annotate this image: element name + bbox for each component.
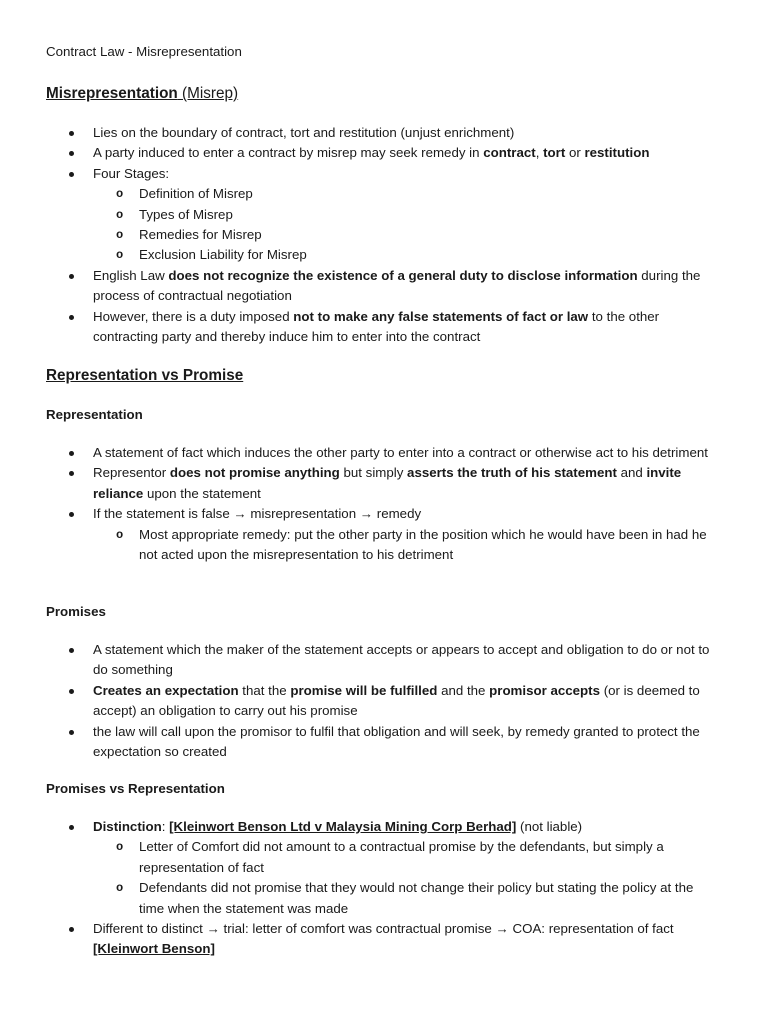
bullet-text: (not liable) (516, 819, 583, 834)
bold-term: not to make any false statements of fact or law (293, 308, 589, 324)
sublist-text: Types of Misrep (139, 206, 233, 222)
subheading-representation: Representation (46, 407, 143, 422)
bold-term: Distinction (93, 819, 162, 834)
bullet-text: A party induced to enter a contract by misrep may seek remedy in (93, 145, 484, 161)
sublist-text: Most appropriate remedy: put the other party in the position which he would have been in had he not acted upon the misrepresentation to his detriment (139, 526, 707, 563)
document-header: Contract Law - Misrepresentation (46, 44, 242, 59)
sublist-text: Defendants did not promise that they would not change their policy but stating the policy at the time when the statement was made (139, 880, 694, 916)
bullet-text: upon the statement (143, 485, 261, 501)
sublist-item (93, 837, 722, 878)
bold-term: Creates an expectation (93, 682, 239, 698)
list-item (46, 640, 722, 681)
bold-term: tort (543, 145, 566, 161)
misrep-bullet-list (46, 123, 722, 347)
list-item (46, 307, 722, 348)
section-title-suffix: (Misrep) (177, 85, 239, 102)
bullet-text: However, there is a duty imposed (93, 308, 294, 324)
bold-term: does not recognize the existence of a general duty to disclose information (168, 267, 638, 283)
bullet-text: : (161, 819, 170, 834)
bullet-text: Lies on the boundary of contract, tort and restitution (unjust enrichment) (93, 125, 515, 140)
bullet-text: but simply (339, 465, 408, 481)
bold-term: asserts the truth of his statement (407, 465, 617, 481)
sublist-item (93, 525, 722, 566)
sublist-text: Letter of Comfort did not amount to a contractual promise by the defendants, but simply a representation of fact (139, 839, 664, 875)
promises-bullet-list (46, 640, 722, 762)
sublist-item (93, 225, 722, 245)
bullet-text: If the statement is false → misrepresentation → remedy (93, 506, 422, 522)
bold-term: restitution (584, 145, 650, 161)
bullet-text: Four Stages: (93, 165, 170, 181)
bullet-text: A statement which the maker of the statement accepts or appears to accept and obligation to do or not to do something (93, 642, 710, 678)
representation-bullet-list (46, 443, 722, 565)
bold-term: promise will be fulfilled (290, 682, 438, 698)
list-item (46, 722, 722, 763)
list-item (46, 164, 722, 266)
distinction-sublist (93, 837, 722, 919)
bullet-text: and the (437, 682, 490, 698)
sublist-text: Remedies for Misrep (139, 227, 262, 243)
bullet-text: Representor (93, 465, 170, 481)
bullet-text: , (535, 145, 544, 161)
sublist-text: Definition of Misrep (139, 186, 253, 202)
sublist-item (93, 245, 722, 265)
case-citation: [Kleinwort Benson] (93, 941, 215, 957)
list-item (46, 919, 722, 960)
bullet-text: during the process of contractual negotiation (93, 267, 701, 304)
list-item (46, 463, 722, 504)
bold-term: contract (483, 145, 536, 161)
remedy-sublist (93, 525, 722, 566)
bullet-text: (or is deemed to accept) an obligation to carry out his promise (93, 682, 700, 719)
pvr-bullet-list (46, 817, 722, 960)
stages-sublist (93, 184, 722, 266)
section-title-misrepresentation (46, 85, 238, 103)
bullet-text: A statement of fact which induces the other party to enter into a contract or otherwise act to his detriment (93, 445, 708, 460)
bullet-text: the law will call upon the promisor to fulfil that obligation and will seek, by remedy granted to protect the expectation so created (93, 723, 700, 760)
list-item (46, 504, 722, 565)
bold-term: invite reliance (93, 465, 682, 501)
list-item (46, 123, 722, 143)
section-title-rep-vs-promise: Representation vs Promise (46, 367, 244, 384)
sublist-item (93, 184, 722, 204)
bold-term: does not promise anything (169, 465, 340, 481)
subheading-promises: Promises (46, 604, 106, 619)
bullet-text: that the (238, 682, 291, 698)
bullet-text: to the other contracting party and thereby induce him to enter into the contract (93, 308, 660, 345)
subheading-promises-vs-representation: Promises vs Representation (46, 781, 225, 796)
case-citation: [Kleinwort Benson Ltd v Malaysia Mining Corp Berhad] (169, 819, 517, 834)
list-item (46, 817, 722, 919)
sublist-item (93, 205, 722, 225)
list-item (46, 143, 722, 163)
list-item (46, 266, 722, 307)
section-title-text: Misrepresentation (46, 85, 178, 102)
bullet-text: Different to distinct → trial: letter of comfort was contractual promise → COA: representation of fact (93, 921, 674, 937)
bold-term: promisor accepts (489, 682, 600, 698)
list-item (46, 443, 722, 463)
sublist-text: Exclusion Liability for Misrep (139, 247, 307, 263)
bullet-text: or (565, 145, 585, 161)
bullet-text: and (616, 465, 647, 481)
list-item (46, 681, 722, 722)
bullet-text: English Law (93, 267, 169, 283)
sublist-item (93, 878, 722, 919)
